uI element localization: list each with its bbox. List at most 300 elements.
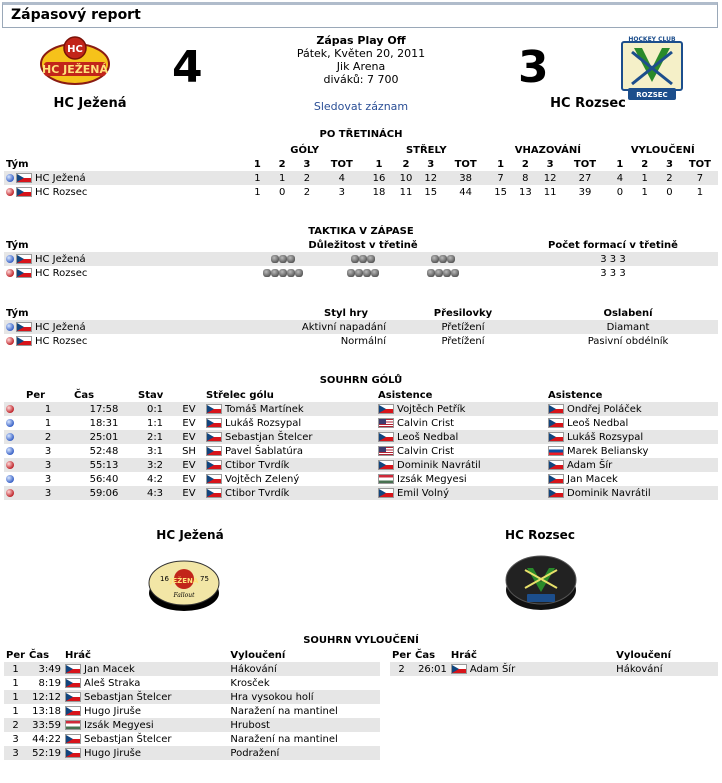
goal-state: 2:1 — [136, 430, 174, 444]
goal-type: EV — [174, 430, 204, 444]
pen-time: 26:01 — [413, 662, 449, 676]
assist1-name[interactable]: Vojtěch Petřík — [397, 403, 466, 415]
style-team-header: Tým — [6, 307, 29, 319]
pen-player — [63, 676, 228, 690]
goal-time: 55:13 — [72, 458, 136, 472]
goal-assist2 — [546, 458, 718, 472]
table-cell: 27 — [562, 171, 607, 185]
team-header: Tým — [6, 158, 29, 170]
team-name[interactable]: HC Rozsec — [35, 335, 88, 347]
table-cell: 8 — [513, 171, 538, 185]
goal-type: EV — [174, 486, 204, 500]
table-row — [4, 334, 718, 348]
goal-team-cell — [4, 444, 24, 458]
importance-group — [403, 268, 483, 279]
goal-row — [4, 416, 718, 430]
team-dot-icon — [6, 255, 14, 263]
table-cell: 15 — [418, 185, 443, 199]
goal-scorer — [204, 472, 376, 486]
team-dot-icon — [6, 323, 14, 331]
match-attendance: diváků: 7 700 — [323, 73, 399, 86]
team-dot-icon — [6, 405, 14, 413]
player-name[interactable]: Aleš Straka — [84, 677, 141, 689]
col-header: 1 — [253, 158, 261, 170]
home-puck-right: 75 — [200, 575, 209, 583]
table-cell — [4, 334, 218, 348]
assist2-name[interactable]: Leoš Nedbal — [567, 417, 629, 429]
home-puck-left: 16 — [160, 575, 169, 583]
pen-type-header: Vyloučení — [616, 649, 672, 661]
goal-state: 4:2 — [136, 472, 174, 486]
goal-state: 4:3 — [136, 486, 174, 500]
style-header: Styl hry — [324, 307, 368, 319]
table-cell: 0 — [608, 185, 633, 199]
goal-period: 3 — [24, 444, 72, 458]
flag-cz-icon — [378, 432, 394, 442]
hc-jezena-logo — [38, 36, 112, 88]
puck-icon — [363, 269, 371, 277]
pen-time-header: Čas — [415, 649, 436, 661]
table-cell: 13 — [513, 185, 538, 199]
goal-type: EV — [174, 472, 204, 486]
style-table — [4, 306, 718, 348]
periods-table — [4, 143, 718, 199]
team-name[interactable]: HC Ježená — [35, 253, 86, 265]
flag-cz-icon — [16, 173, 32, 183]
team-dot-icon — [6, 419, 14, 427]
pen-player — [63, 690, 228, 704]
puck-icon — [367, 255, 375, 263]
puck-icon — [271, 269, 279, 277]
team-name[interactable]: HC Ježená — [35, 321, 86, 333]
table-cell: 4 — [608, 171, 633, 185]
table-row — [4, 320, 718, 334]
player-name[interactable]: Hugo Jiruše — [84, 747, 142, 759]
away-puck-logo — [503, 548, 579, 614]
page-title: Zápasový report — [2, 2, 718, 28]
faceoffs-group-header: VHAZOVÁNÍ — [514, 144, 581, 156]
assist2-name[interactable]: Dominik Navrátil — [567, 487, 651, 499]
flag-us-icon — [378, 446, 394, 456]
table-cell: 2 — [657, 171, 682, 185]
pen-player — [63, 718, 228, 732]
player-name[interactable]: Sebastjan Štelcer — [84, 733, 172, 745]
pen-time: 52:19 — [27, 746, 63, 760]
flag-cz-icon — [16, 254, 32, 264]
team-dot-icon — [6, 188, 14, 196]
col-header: 1 — [497, 158, 505, 170]
table-cell: 4 — [319, 171, 364, 185]
puck-icon — [351, 255, 359, 263]
flag-cz-icon — [65, 692, 81, 702]
table-cell: 1 — [632, 185, 657, 199]
goal-assist2 — [546, 430, 718, 444]
table-cell: 11 — [538, 185, 563, 199]
penaltykill-style: Pasivní obdélník — [538, 334, 718, 348]
pen-player — [63, 704, 228, 718]
scorer-header: Střelec gólu — [206, 389, 274, 401]
flag-cz-icon — [206, 432, 222, 442]
flag-hu-icon — [65, 720, 81, 730]
assist1-name[interactable]: Emil Volný — [397, 487, 450, 499]
home-puck-text: JEŽENÁ — [169, 577, 199, 585]
col-header: 1 — [375, 158, 383, 170]
col-header: TOT — [454, 158, 477, 170]
goal-type: EV — [174, 402, 204, 416]
goal-team-cell — [4, 416, 24, 430]
flag-cz-icon — [451, 664, 467, 674]
player-name[interactable]: Jan Macek — [84, 663, 135, 675]
pen-time: 33:59 — [27, 718, 63, 732]
table-cell: 12 — [418, 171, 443, 185]
goal-state: 0:1 — [136, 402, 174, 416]
player-name[interactable]: Adam Šír — [469, 663, 516, 675]
team-dot-icon — [6, 337, 14, 345]
pen-player-header: Hráč — [65, 649, 91, 661]
table-cell: 2 — [295, 185, 320, 199]
table-cell: 1 — [270, 171, 295, 185]
pen-type: Hákování — [228, 662, 380, 676]
importance-group — [243, 268, 323, 279]
pen-time: 13:18 — [27, 704, 63, 718]
goal-period: 2 — [24, 430, 72, 444]
col-header: TOT — [688, 158, 711, 170]
penaltykill-header: Oslabení — [603, 307, 653, 319]
table-cell: 0 — [657, 185, 682, 199]
team-dot-icon — [6, 475, 14, 483]
table-cell: 7 — [682, 171, 718, 185]
goal-period: 1 — [24, 402, 72, 416]
svg-text:HC: HC — [67, 44, 83, 55]
tactics-title: TAKTIKA V ZÁPASE — [308, 226, 414, 237]
table-cell: 38 — [443, 171, 488, 185]
table-cell — [4, 320, 218, 334]
away-team-name[interactable]: HC Rozsec — [550, 96, 626, 111]
table-cell: 1 — [245, 185, 270, 199]
pen-player — [63, 746, 228, 760]
team-name[interactable]: HC Rozsec — [35, 186, 88, 198]
goals-title: SOUHRN GÓLŮ — [319, 375, 403, 386]
table-row — [4, 266, 718, 280]
puck-icon — [451, 269, 459, 277]
home-penalties-body — [4, 662, 380, 760]
lines-header: Počet formací v třetině — [548, 239, 678, 251]
team-dot-icon — [6, 174, 14, 182]
flag-cz-icon — [548, 404, 564, 414]
flag-cz-icon — [65, 706, 81, 716]
goal-time: 17:58 — [72, 402, 136, 416]
pen-player-header: Hráč — [450, 649, 477, 661]
col-header: 3 — [665, 158, 673, 170]
goal-row — [4, 472, 718, 486]
lines-count: 3 3 3 — [508, 252, 718, 266]
puck-icon — [295, 269, 303, 277]
goal-scorer — [204, 402, 376, 416]
puck-icon — [435, 269, 443, 277]
goal-period: 3 — [24, 486, 72, 500]
goal-team-cell — [4, 486, 24, 500]
goal-state: 3:2 — [136, 458, 174, 472]
match-arena: Jik Arena — [336, 60, 386, 73]
goal-team-cell — [4, 402, 24, 416]
home-puck-sub: Fallout — [173, 592, 195, 599]
assist1-name[interactable]: Dominik Navrátil — [397, 459, 481, 471]
goal-time: 25:01 — [72, 430, 136, 444]
pen-time-header: Čas — [29, 649, 50, 661]
flag-us-icon — [378, 418, 394, 428]
pen-period: 1 — [4, 676, 27, 690]
assist1-name[interactable]: Izsák Megyesi — [397, 473, 467, 485]
col-header: 3 — [546, 158, 554, 170]
assist2-name[interactable]: Lukáš Rozsypal — [567, 431, 644, 443]
team-dot-icon — [6, 461, 14, 469]
flag-cz-icon — [65, 748, 81, 758]
goal-scorer — [204, 486, 376, 500]
flag-cz-icon — [548, 488, 564, 498]
goals-table — [4, 388, 718, 500]
goal-row — [4, 458, 718, 472]
goal-assist1 — [376, 472, 546, 486]
powerplay-style: Přetížení — [388, 334, 538, 348]
goal-period: 3 — [24, 458, 72, 472]
tactics-team-header: Tým — [6, 239, 29, 251]
assist1-header: Asistence — [378, 389, 433, 401]
flag-cz-icon — [206, 404, 222, 414]
match-info — [262, 34, 460, 86]
assist2-name[interactable]: Jan Macek — [567, 473, 618, 485]
scorer-name[interactable]: Ctibor Tvrdík — [225, 459, 290, 471]
puck-icon — [371, 269, 379, 277]
table-row — [4, 185, 718, 199]
table-cell: 12 — [538, 171, 563, 185]
play-style: Aktivní napadání — [218, 320, 388, 334]
goal-assist2 — [546, 416, 718, 430]
table-cell: 39 — [562, 185, 607, 199]
table-cell — [4, 143, 245, 157]
table-row — [4, 171, 718, 185]
scorer-name[interactable]: Ctibor Tvrdík — [225, 487, 290, 499]
scorer-name[interactable]: Pavel Šablatúra — [225, 445, 303, 457]
goal-assist2 — [546, 444, 718, 458]
match-header — [0, 30, 722, 122]
puck-icon — [347, 269, 355, 277]
importance-group — [323, 254, 403, 265]
table-cell: 3 — [319, 185, 364, 199]
penalty-row — [390, 662, 718, 676]
goal-time: 18:31 — [72, 416, 136, 430]
col-header: 2 — [278, 158, 286, 170]
scorer-name[interactable]: Tomáš Martínek — [225, 403, 304, 415]
assist1-name[interactable]: Calvin Crist — [397, 445, 455, 457]
flag-sk-icon — [548, 446, 564, 456]
goals-group-header: GÓLY — [290, 144, 320, 156]
away-logo-bottom: ROZSEC — [636, 91, 668, 99]
puck-icon — [287, 269, 295, 277]
pen-period-header: Per — [6, 649, 26, 661]
pen-type: Podražení — [228, 746, 380, 760]
pen-time: 44:22 — [27, 732, 63, 746]
time-header: Čas — [74, 389, 95, 401]
scorer-name[interactable]: Vojtěch Zelený — [225, 473, 300, 485]
puck-icon — [447, 255, 455, 263]
home-team-name[interactable]: HC Ježená — [53, 96, 127, 111]
puck-icon — [271, 255, 279, 263]
goal-assist1 — [376, 486, 546, 500]
away-penalties-body — [390, 662, 718, 676]
penalty-row — [4, 662, 380, 676]
flag-cz-icon — [206, 474, 222, 484]
goal-assist2 — [546, 402, 718, 416]
pen-period: 3 — [4, 732, 27, 746]
col-header: TOT — [330, 158, 353, 170]
goal-state: 3:1 — [136, 444, 174, 458]
assist2-name[interactable]: Ondřej Poláček — [567, 403, 642, 415]
table-cell: 2 — [295, 171, 320, 185]
table-cell: 1 — [632, 171, 657, 185]
col-header: 2 — [641, 158, 649, 170]
table-cell: 1 — [245, 171, 270, 185]
player-name[interactable]: Sebastjan Štelcer — [84, 691, 172, 703]
goal-type: EV — [174, 458, 204, 472]
goal-assist1 — [376, 444, 546, 458]
pen-period-header: Per — [392, 649, 412, 661]
penaltykill-style: Diamant — [538, 320, 718, 334]
goal-scorer — [204, 416, 376, 430]
flag-cz-icon — [206, 488, 222, 498]
pen-time: 8:19 — [27, 676, 63, 690]
puck-icon — [279, 269, 287, 277]
player-name[interactable]: Izsák Megyesi — [84, 719, 154, 731]
goal-period: 1 — [24, 416, 72, 430]
col-header: 3 — [427, 158, 435, 170]
importance-pucks — [218, 252, 508, 266]
pen-period: 1 — [4, 690, 27, 704]
flag-cz-icon — [16, 187, 32, 197]
team-dot-icon — [6, 433, 14, 441]
penalty-row — [4, 704, 380, 718]
puck-icon — [431, 255, 439, 263]
pen-player — [63, 732, 228, 746]
scorer-name[interactable]: Sebastjan Štelcer — [225, 431, 313, 443]
pen-time: 12:12 — [27, 690, 63, 704]
goal-time: 52:48 — [72, 444, 136, 458]
lines-count: 3 3 3 — [508, 266, 718, 280]
pen-type: Hra vysokou holí — [228, 690, 380, 704]
goal-period: 3 — [24, 472, 72, 486]
goal-row — [4, 402, 718, 416]
flag-cz-icon — [16, 268, 32, 278]
table-cell — [4, 171, 245, 185]
penalties-group-header: VYLOUČENÍ — [630, 144, 695, 156]
goal-row — [4, 486, 718, 500]
table-row — [4, 252, 718, 266]
periods-title: PO TŘETINÁCH — [319, 129, 403, 140]
table-cell: 16 — [364, 171, 393, 185]
table-cell: 15 — [488, 185, 513, 199]
play-style: Normální — [218, 334, 388, 348]
flag-cz-icon — [548, 474, 564, 484]
home-puck-logo — [146, 553, 222, 615]
flag-cz-icon — [378, 460, 394, 470]
goal-assist1 — [376, 430, 546, 444]
away-penalties-table — [390, 648, 718, 676]
puck-icon — [355, 269, 363, 277]
match-date: Pátek, Květen 20, 2011 — [296, 47, 426, 60]
goals-body — [4, 402, 718, 500]
pen-player — [63, 662, 228, 676]
pen-period: 2 — [390, 662, 413, 676]
watch-replay-link[interactable]: Sledovat záznam — [313, 100, 409, 113]
col-header: TOT — [573, 158, 597, 170]
table-cell: 0 — [270, 185, 295, 199]
assist2-name[interactable]: Adam Šír — [567, 459, 613, 471]
flag-cz-icon — [378, 404, 394, 414]
goal-assist1 — [376, 402, 546, 416]
goal-row — [4, 430, 718, 444]
flag-cz-icon — [65, 664, 81, 674]
team-name[interactable]: HC Ježená — [35, 172, 86, 184]
powerplay-header: Přesilovky — [433, 307, 493, 319]
table-cell: 7 — [488, 171, 513, 185]
table-cell: 11 — [394, 185, 419, 199]
assist1-name[interactable]: Leoš Nedbal — [397, 431, 459, 443]
goal-assist2 — [546, 486, 718, 500]
powerplay-style: Přetížení — [388, 320, 538, 334]
col-header: 2 — [521, 158, 529, 170]
goal-type: EV — [174, 416, 204, 430]
pen-time: 3:49 — [27, 662, 63, 676]
goal-team-cell — [4, 458, 24, 472]
flag-cz-icon — [206, 460, 222, 470]
tactics-table — [4, 238, 718, 280]
home-logo-text: HC JEŽENÁ — [42, 63, 108, 76]
pen-type: Naražení na mantinel — [228, 732, 380, 746]
flag-cz-icon — [16, 336, 32, 346]
penalty-row — [4, 718, 380, 732]
importance-group — [243, 254, 323, 265]
assist2-name[interactable]: Marek Beliansky — [567, 445, 649, 457]
col-header: 3 — [303, 158, 311, 170]
table-cell — [4, 185, 245, 199]
team-name[interactable]: HC Rozsec — [35, 267, 88, 279]
penalties-title: SOUHRN VYLOUČENÍ — [303, 635, 419, 646]
goal-time: 56:40 — [72, 472, 136, 486]
puck-icon — [279, 255, 287, 263]
flag-cz-icon — [548, 432, 564, 442]
goal-assist1 — [376, 416, 546, 430]
importance-group — [323, 268, 403, 279]
table-cell: 10 — [394, 171, 419, 185]
team-dot-icon — [6, 489, 14, 497]
puck-icon — [443, 269, 451, 277]
goal-team-cell — [4, 430, 24, 444]
puck-icon — [427, 269, 435, 277]
flag-cz-icon — [206, 418, 222, 428]
col-header: 1 — [616, 158, 624, 170]
away-score: 3 — [518, 42, 549, 93]
flag-cz-icon — [378, 488, 394, 498]
importance-group — [403, 254, 483, 265]
pen-player — [449, 662, 614, 676]
assist1-name[interactable]: Calvin Crist — [397, 417, 455, 429]
col-header: 2 — [402, 158, 410, 170]
period-header: Per — [26, 389, 46, 401]
pen-type: Krosček — [228, 676, 380, 690]
table-cell — [174, 388, 204, 402]
scorer-name[interactable]: Lukáš Rozsypal — [225, 417, 302, 429]
flag-cz-icon — [16, 322, 32, 332]
player-name[interactable]: Hugo Jiruše — [84, 705, 142, 717]
